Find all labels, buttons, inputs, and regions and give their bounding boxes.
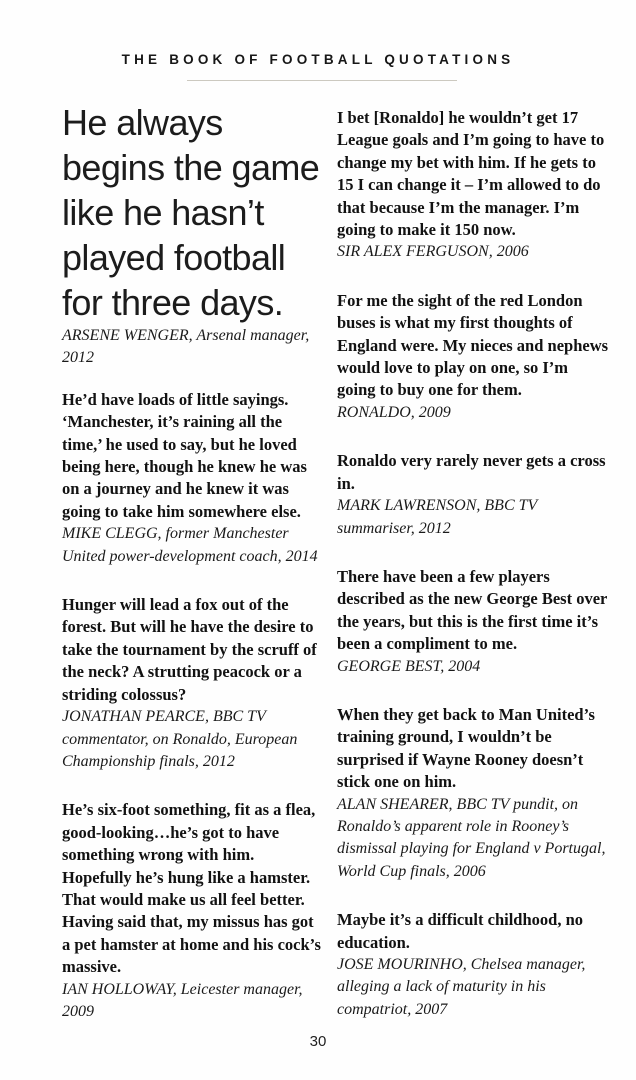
quote-attribution: ALAN SHEARER, BBC TV pundit, on Ronaldo’s apparent role in Rooney’s dismissal playing for England v Portugal, World Cup finals, 2006: [337, 795, 606, 880]
quote-attribution: JOSE MOURINHO, Chelsea manager, alleging a lack of maturity in his compatriot, 2007: [337, 956, 586, 1018]
quote-text: He’s six-foot something, fit as a flea, good-looking…he’s got to have something wrong with him. Hopefully he’s hung like a hamster. That would make us all feel better. Having said that, my missus has got a pet hamster at home and his cock’s massive.: [62, 800, 321, 977]
quote-block: [62, 389, 325, 568]
quote-attribution: MIKE CLEGG, former Manchester United power-development coach, 2014: [62, 525, 318, 565]
quote-attribution: MARK LAWRENSON, BBC TV summariser, 2012: [337, 497, 537, 537]
quote-block: [337, 566, 609, 678]
two-column-layout: [62, 100, 609, 1049]
pull-quote: [62, 100, 325, 370]
quote-block: [337, 704, 609, 883]
quote-attribution: JONATHAN PEARCE, BBC TV commentator, on Ronaldo, European Championship finals, 2012: [62, 708, 298, 770]
quote-block: [337, 107, 609, 264]
left-column: [62, 100, 325, 1049]
pull-quote-line: begins the game: [62, 147, 320, 188]
quote-text: Hunger will lead a fox out of the forest. But will he have the desire to take the tournament by the scruff of the neck? A strutting peacock or a striding colossus?: [62, 595, 317, 704]
quote-block: [337, 290, 609, 424]
quote-text: Ronaldo very rarely never gets a cross in.: [337, 451, 606, 493]
quote-block: [337, 450, 609, 540]
quote-text: For me the sight of the red London buses is what my first thoughts of England were. My nieces and nephews would love to play on one, so I’m going to buy one for them.: [337, 290, 609, 400]
quote-attribution: SIR ALEX FERGUSON, 2006: [337, 243, 529, 261]
header-rule: [187, 80, 457, 81]
quote-attribution: IAN HOLLOWAY, Leicester manager, 2009: [62, 980, 303, 1020]
quote-text: When they get back to Man United’s training ground, I wouldn’t be surprised if Wayne Rooney doesn’t stick one on him.: [337, 704, 595, 792]
page-number: 30: [309, 1033, 327, 1050]
quote-text: He’d have loads of little sayings. ‘Manchester, it’s raining all the time,’ he used to say, but he loved being here, though he knew he was on a journey and he knew it was going to take him somewhere else.: [62, 389, 307, 521]
quote-attribution: ARSENE WENGER, Arsenal manager, 2012: [62, 327, 310, 367]
quote-text: There have been a few players described as the new George Best over the years, but this is the first time it’s been a compliment to me.: [337, 566, 608, 654]
quote-block: [62, 594, 325, 773]
quote-block: [62, 799, 325, 1023]
pull-quote-line: played football: [62, 237, 286, 278]
right-column: [337, 100, 609, 1049]
pull-quote-line: like he hasn’t: [62, 192, 264, 233]
quote-text: Maybe it’s a difficult childhood, no education.: [337, 910, 583, 952]
quote-attribution: GEORGE BEST, 2004: [337, 657, 481, 675]
pull-quote-line: for three days.: [62, 282, 284, 323]
quote-attribution: RONALDO, 2009: [337, 403, 451, 421]
quote-block: [337, 909, 609, 1021]
running-head: THE BOOK OF FOOTBALL QUOTATIONS: [121, 52, 515, 67]
pull-quote-line: He always: [62, 102, 223, 143]
quote-text: I bet [Ronaldo] he wouldn’t get 17 League goals and I’m going to have to change my bet with him. If he gets to 15 I can change it – I’m allowed to do that because I’m the manager. I’m going to make it 150 now.: [337, 108, 605, 240]
